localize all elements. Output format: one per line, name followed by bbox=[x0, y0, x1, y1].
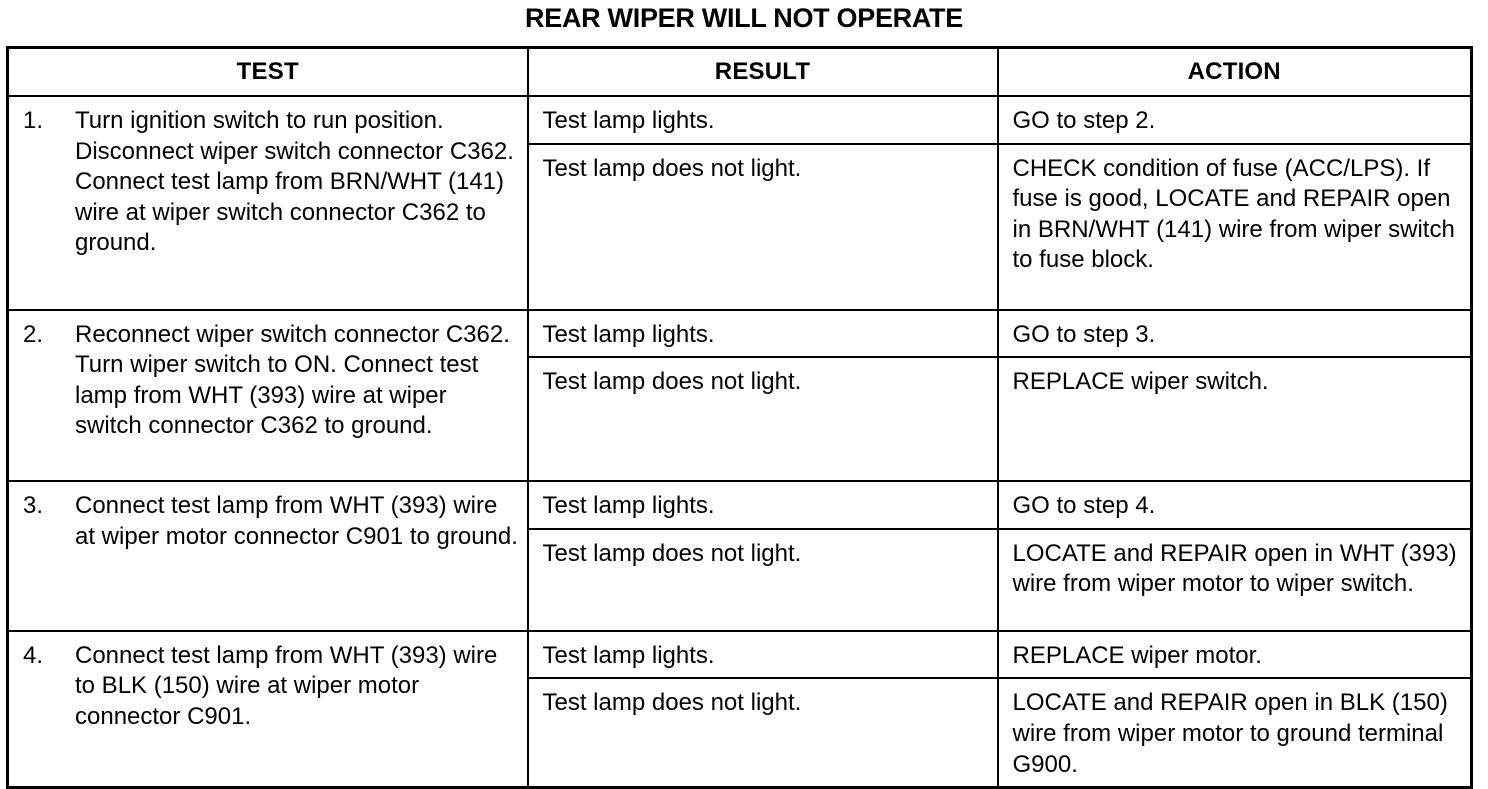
result-text: Test lamp lights. bbox=[542, 320, 715, 348]
result-text: Test lamp does not light. bbox=[542, 689, 802, 717]
action-text: LOCATE and REPAIR open in WHT (393) wire from wiper motor to wiper switch. bbox=[1012, 539, 1457, 598]
test-description: Reconnect wiper switch connector C362. Turn wiper switch to ON. Connect test lamp from WHT (393) wire at wiper switch connector C362 to ground. bbox=[75, 320, 510, 440]
action-text: CHECK condition of fuse (ACC/LPS). If fuse is good, LOCATE and REPAIR open in BRN/WHT (141) wire from wiper switch to fuse block. bbox=[1012, 154, 1455, 274]
diagnostic-table bbox=[6, 46, 1473, 789]
test-cell-step-3 bbox=[8, 481, 528, 631]
header-action: ACTION bbox=[998, 48, 1472, 97]
action-text: GO to step 3. bbox=[1012, 320, 1156, 348]
step-number: 4. bbox=[23, 641, 44, 669]
header-row bbox=[8, 48, 1472, 97]
action-cell bbox=[998, 481, 1472, 529]
action-cell bbox=[998, 678, 1472, 787]
action-text: LOCATE and REPAIR open in BLK (150) wire from wiper motor to ground terminal G900. bbox=[1012, 689, 1448, 778]
action-text: REPLACE wiper motor. bbox=[1012, 641, 1262, 669]
header-result: RESULT bbox=[528, 48, 998, 97]
result-cell bbox=[528, 144, 998, 310]
action-text: GO to step 4. bbox=[1012, 492, 1156, 520]
action-cell bbox=[998, 310, 1472, 358]
result-cell bbox=[528, 529, 998, 631]
test-description: Turn ignition switch to run position. Disconnect wiper switch connector C362. Connect test lamp from BRN/WHT (141) wire at wiper switch connector C362 to ground. bbox=[75, 107, 514, 257]
result-text: Test lamp does not light. bbox=[542, 154, 802, 182]
step-number: 2. bbox=[23, 320, 44, 348]
action-cell bbox=[998, 529, 1472, 631]
result-cell bbox=[528, 357, 998, 481]
test-cell-step-1 bbox=[8, 96, 528, 310]
action-cell bbox=[998, 631, 1472, 679]
test-cell-step-4 bbox=[8, 631, 528, 788]
step-number: 1. bbox=[23, 107, 44, 134]
page-title: REAR WIPER WILL NOT OPERATE bbox=[525, 3, 963, 33]
action-cell bbox=[998, 357, 1472, 481]
result-text: Test lamp does not light. bbox=[542, 368, 802, 396]
table-row bbox=[8, 481, 1472, 529]
result-cell bbox=[528, 678, 998, 787]
result-cell bbox=[528, 96, 998, 144]
table-row bbox=[8, 96, 1472, 144]
test-cell-step-2 bbox=[8, 310, 528, 482]
result-text: Test lamp lights. bbox=[542, 107, 715, 134]
result-cell bbox=[528, 310, 998, 358]
result-cell bbox=[528, 481, 998, 529]
header-test: TEST bbox=[8, 48, 528, 97]
test-description: Connect test lamp from WHT (393) wire at wiper motor connector C901 to ground. bbox=[75, 492, 518, 550]
result-text: Test lamp lights. bbox=[542, 492, 715, 520]
result-text: Test lamp lights. bbox=[542, 641, 715, 669]
test-description: Connect test lamp from WHT (393) wire to BLK (150) wire at wiper motor connector C901. bbox=[75, 641, 498, 730]
action-text: GO to step 2. bbox=[1012, 107, 1156, 134]
table-row bbox=[8, 631, 1472, 679]
table-row bbox=[8, 310, 1472, 358]
step-number: 3. bbox=[23, 492, 44, 520]
result-text: Test lamp does not light. bbox=[542, 539, 802, 567]
action-cell bbox=[998, 96, 1472, 144]
action-cell bbox=[998, 144, 1472, 310]
result-cell bbox=[528, 631, 998, 679]
action-text: REPLACE wiper switch. bbox=[1012, 368, 1269, 396]
